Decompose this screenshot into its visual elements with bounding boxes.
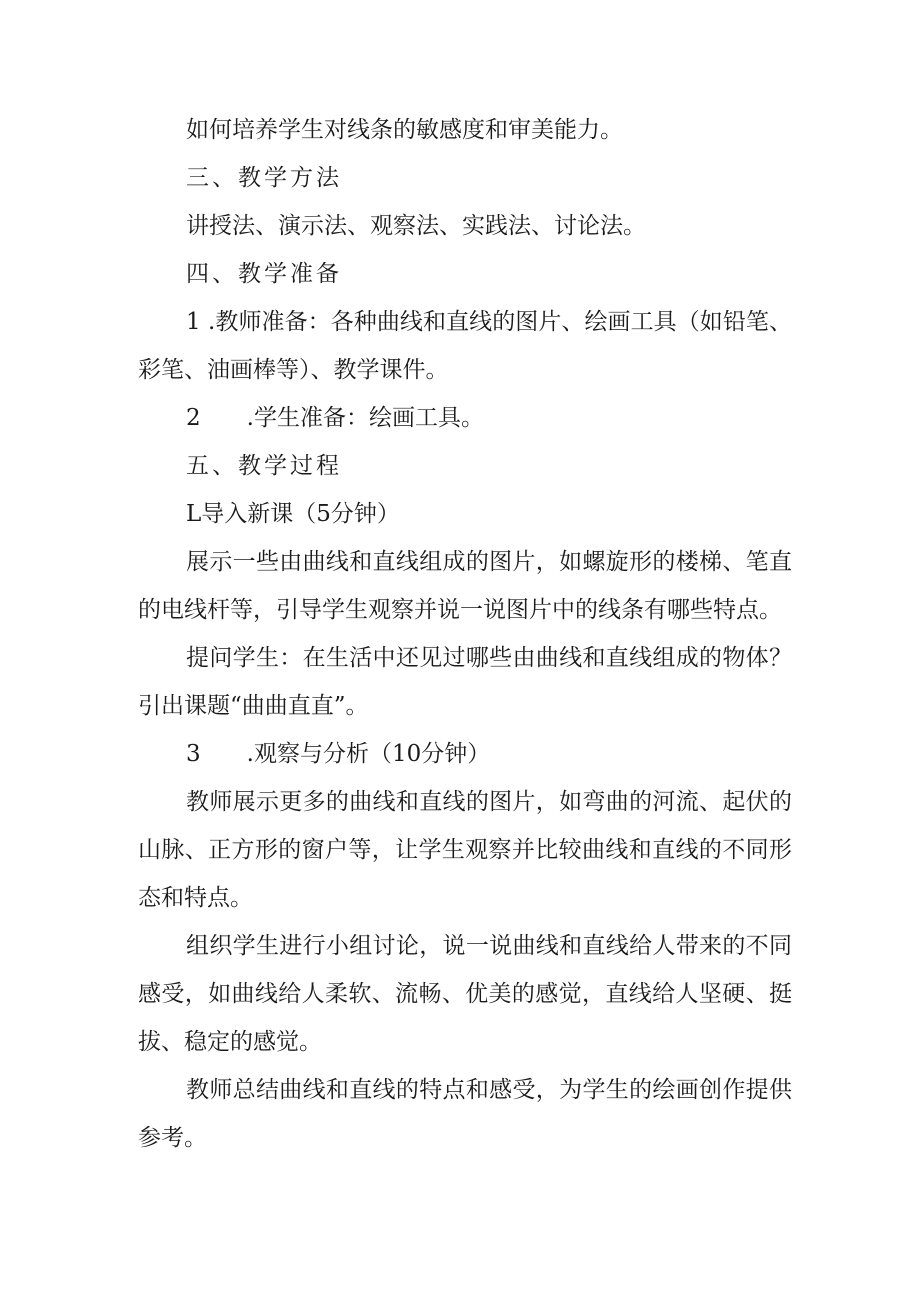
subheading-observation: 3 .观察与分析（10分钟） (186, 741, 491, 767)
paragraph-group-discussion: 组织学生进行小组讨论，说一说曲线和直线给人带来的不同感受，如曲线给人柔软、流畅、优美的感觉，直线给人坚硬、挺拔、稳定的感觉。 (138, 933, 792, 1055)
paragraph-student-preparation: 2 .学生准备：绘画工具。 (186, 405, 484, 431)
section-heading-preparation: 四、教学准备 (186, 261, 342, 287)
paragraph-methods: 讲授法、演示法、观察法、实践法、讨论法。 (186, 213, 646, 239)
paragraph-introduction-question: 提问学生：在生活中还见过哪些由曲线和直线组成的物体？引出课题“曲曲直直”。 (138, 645, 792, 719)
paragraph-observation-pictures: 教师展示更多的曲线和直线的图片，如弯曲的河流、起伏的山脉、正方形的窗户等，让学生观察并比较曲线和直线的不同形态和特点。 (138, 789, 792, 911)
section-heading-process: 五、教学过程 (186, 453, 342, 479)
paragraph-skill-goal: 如何培养学生对线条的敏感度和审美能力。 (186, 117, 623, 143)
subheading-introduction: L导入新课（5分钟） (186, 501, 400, 527)
paragraph-teacher-preparation: 1 .教师准备：各种曲线和直线的图片、绘画工具（如铅笔、彩笔、油画棒等）、教学课件。 (138, 309, 792, 383)
paragraph-introduction-pictures: 展示一些由曲线和直线组成的图片，如螺旋形的楼梯、笔直的电线杆等，引导学生观察并说一说图片中的线条有哪些特点。 (138, 549, 792, 623)
paragraph-teacher-summary: 教师总结曲线和直线的特点和感受，为学生的绘画创作提供参考。 (138, 1077, 792, 1151)
section-heading-methods: 三、教学方法 (186, 165, 342, 191)
document-body (138, 106, 792, 1162)
